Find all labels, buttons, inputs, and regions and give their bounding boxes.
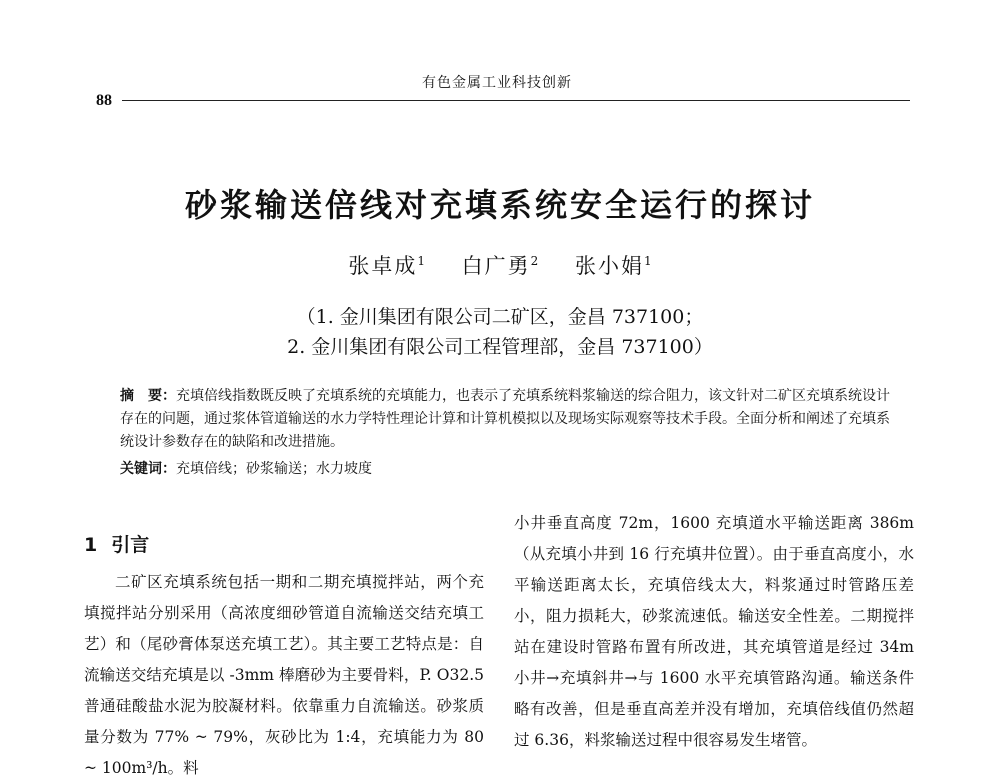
affiliation-2: 2. 金川集团有限公司工程管理部，金昌 737100） xyxy=(287,336,713,358)
body-column-right xyxy=(514,508,914,756)
body-column-left xyxy=(84,567,484,784)
paragraph: 二矿区充填系统包括一期和二期充填搅拌站，两个充填搅拌站分别采用（高浓度细砂管道自流输送交结充填工艺）和（尾砂膏体泵送充填工艺）。其主要工艺特点是：自流输送交结充填是以 -3mm 棒磨砂为主要骨料，P. O32.5 普通硅酸盐水泥为胶凝材料。依靠重力自流输送。砂浆质量分数为 77% ~ 79%，灰砂比为 1:4，充填能力为 80 ~ 100m³/h。料 xyxy=(84,573,484,777)
section-number: 1 xyxy=(84,534,98,556)
abstract-label: 摘 要： xyxy=(120,388,176,404)
paper-title: 砂浆输送倍线对充填系统安全运行的探讨 xyxy=(184,186,815,224)
paragraph: 小井垂直高度 72m，1600 充填道水平输送距离 386m（从充填小井到 16 行充填井位置）。由于垂直高度小，水平输送距离太长，充填倍线太大，料浆通过时管路压差小，阻力损耗大，砂浆流速低。输送安全性差。二期搅拌站在建设时管路布置有所改进，其充填管道是经过 34m 小井→充填斜井→与 1600 水平充填管路沟通。输送条件略有改善，但是垂直高差并没有增加，充填倍线值仍然超过 6.36，料浆输送过程中很容易发生堵管。 xyxy=(514,514,914,749)
journal-header: 有色金属工业科技创新 xyxy=(422,75,572,91)
author-list xyxy=(0,250,1000,280)
keywords-text: 充填倍线；砂浆输送；水力坡度 xyxy=(176,461,372,477)
abstract-text: 充填倍线指数既反映了充填系统的充填能力，也表示了充填系统料浆输送的综合阻力，该文针对二矿区充填系统设计存在的问题，通过浆体管道输送的水力学特性理论计算和计算机模拟以及现场实际观察等技术手段。全面分析和阐述了充填系统设计参数存在的缺陷和改进措施。 xyxy=(120,388,890,450)
header-rule xyxy=(122,100,910,101)
author: 白广勇$^2$ xyxy=(461,254,539,278)
affiliation-1: （1. 金川集团有限公司二矿区，金昌 737100； xyxy=(296,306,704,328)
author: 张小娟$^1$ xyxy=(575,254,652,278)
page-number: 88 xyxy=(96,92,112,109)
abstract xyxy=(120,385,890,454)
section-title: 引言 xyxy=(111,534,150,556)
author: 张卓成$^1$ xyxy=(348,254,425,278)
section-heading xyxy=(84,530,149,557)
keywords xyxy=(120,458,890,481)
keywords-label: 关键词： xyxy=(120,461,176,477)
